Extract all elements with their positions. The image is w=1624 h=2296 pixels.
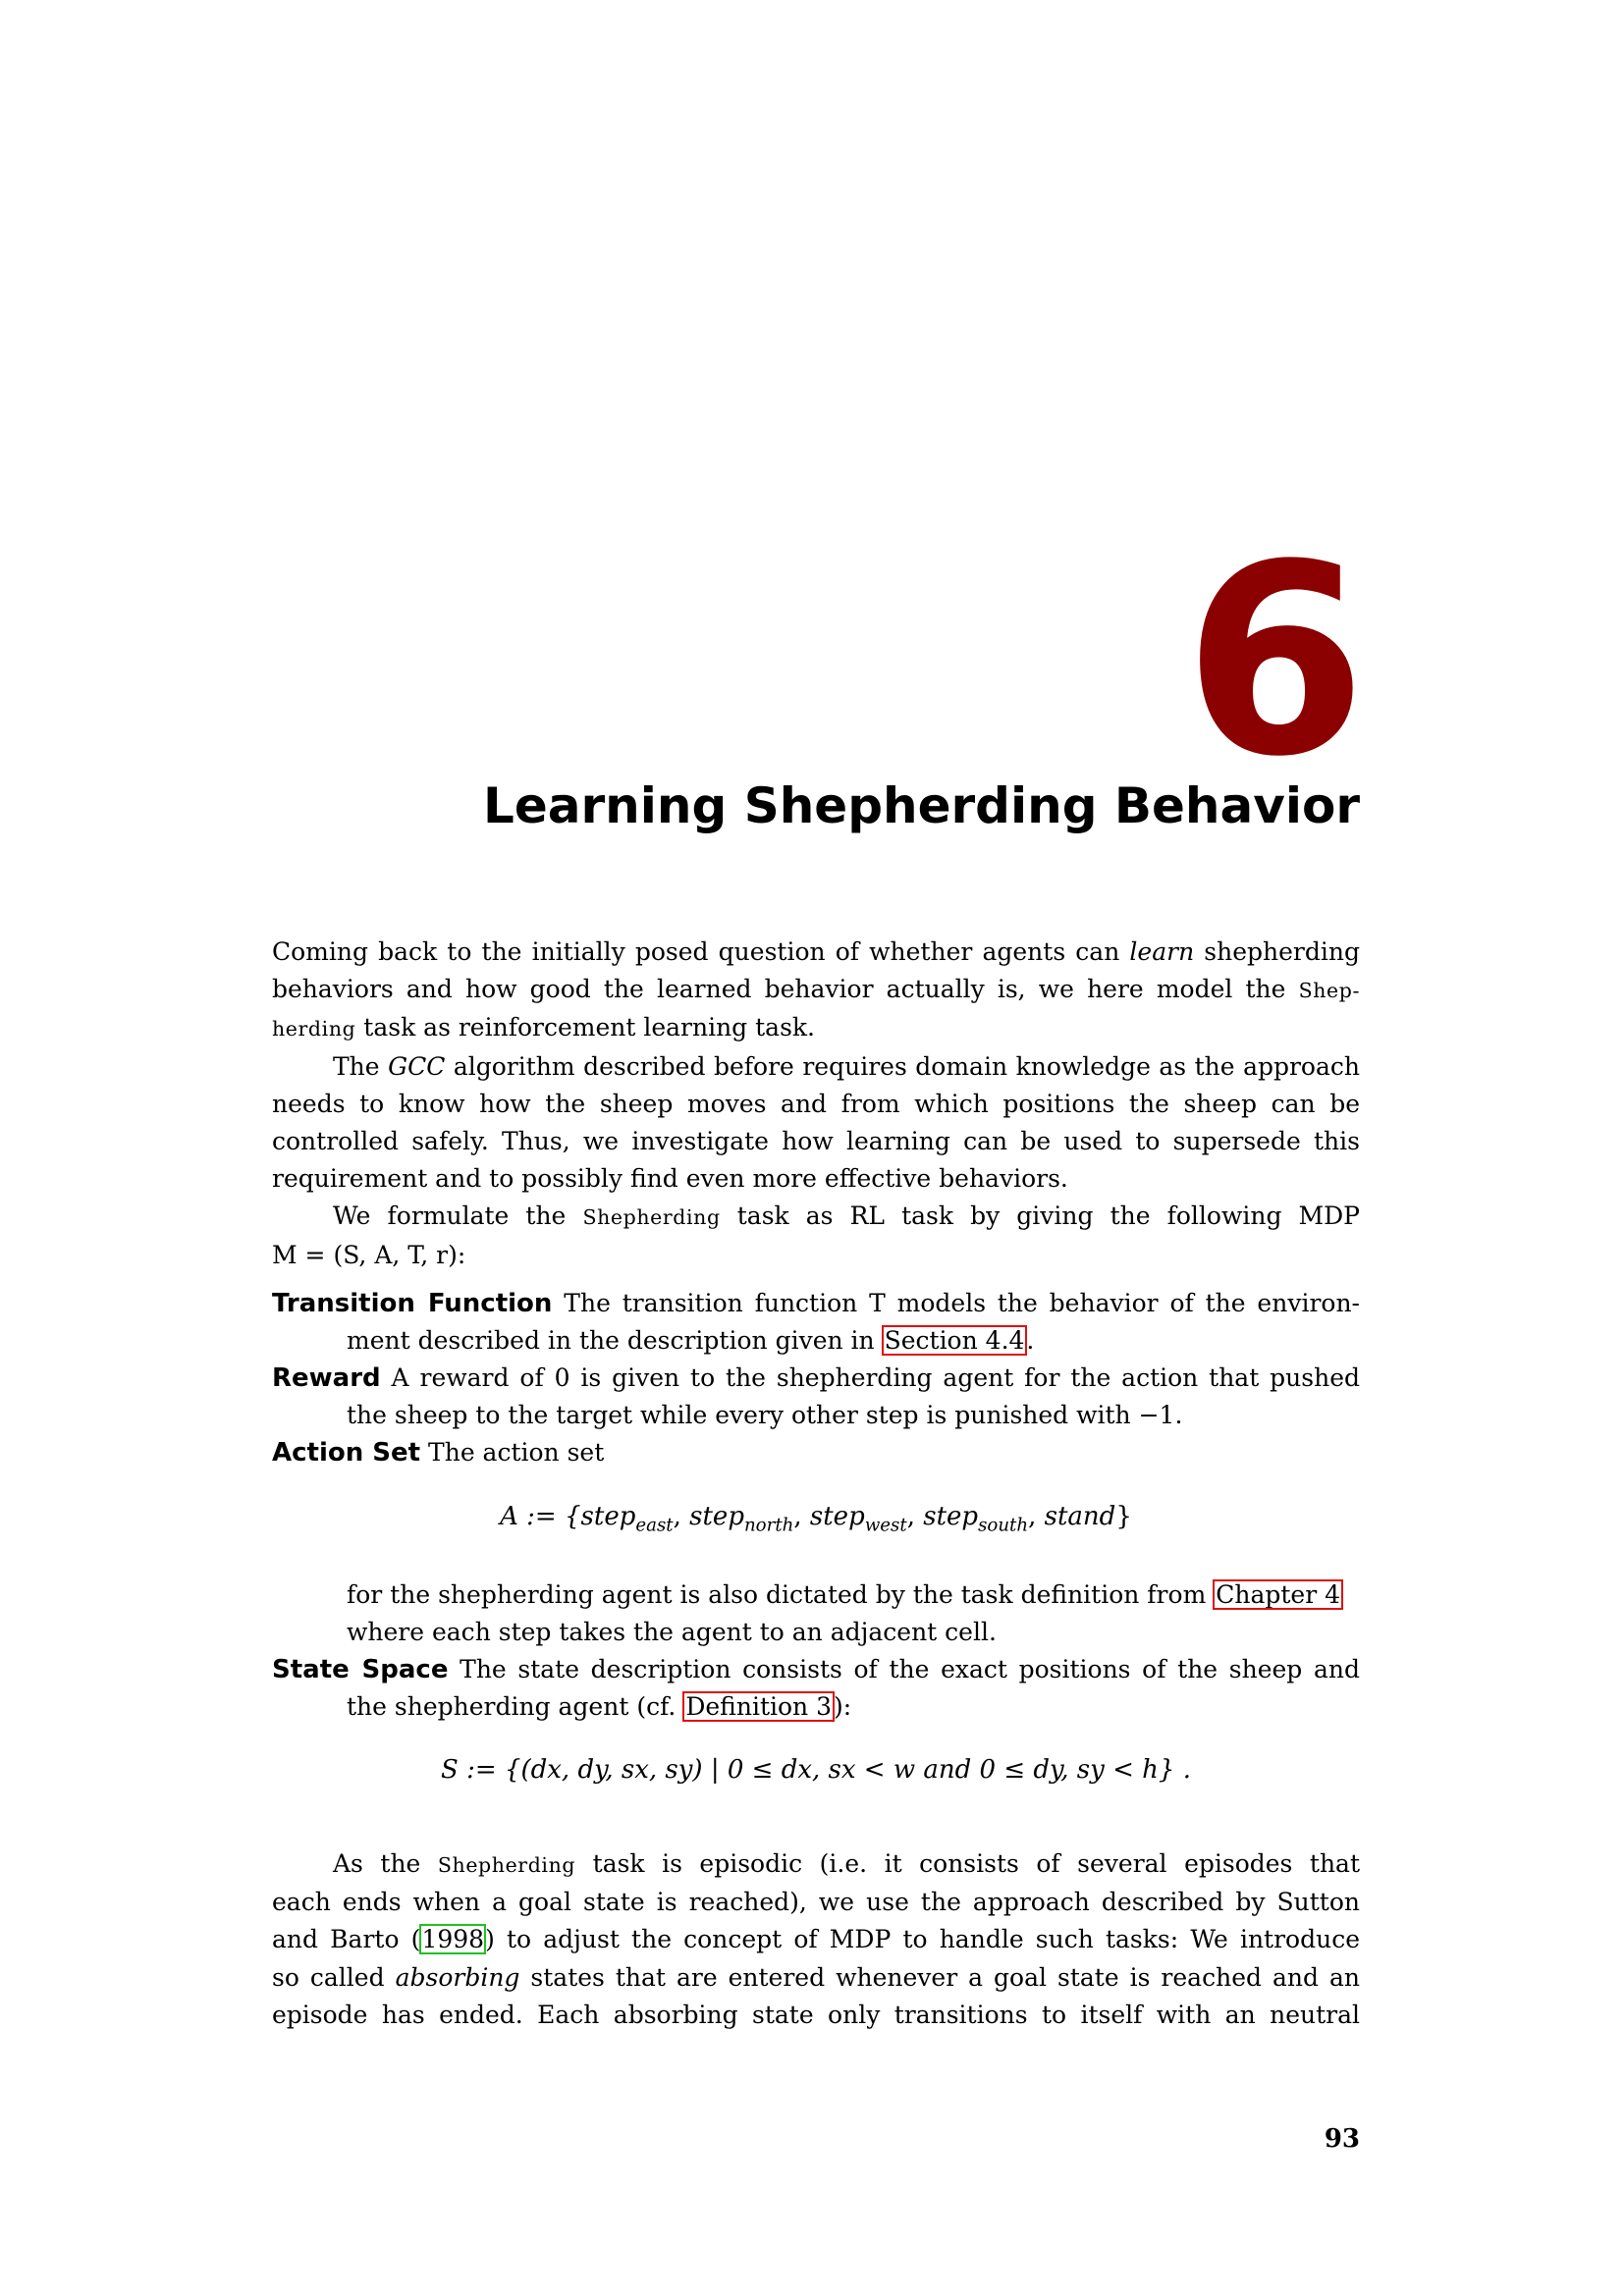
emphasis-absorbing: absorbing: [395, 1962, 520, 1992]
text-line: controlled safely. Thus, we investigate how learning can be used to supersede this: [272, 1127, 1360, 1156]
smallcaps-shepherding: Shep-: [1298, 979, 1360, 1003]
text-line: so called absorbing states that are entered whenever a goal state is reached and an: [272, 1962, 1360, 1992]
text-line: We formulate the Shepherding task as RL task by giving the following MDP: [333, 1201, 1360, 1231]
closing-paragraph: [272, 1845, 1360, 2034]
link-chapter-4[interactable]: Chapter 4: [1216, 1580, 1341, 1609]
text-line: episode has ended. Each absorbing state only transitions to itself with an neutral: [272, 2000, 1360, 2029]
action-set-formula: A := {step$_{east}$, step$_{north}$, step$_{west}$, step$_{south}$, stand}: [500, 1502, 1132, 1536]
text-line: behaviors and how good the learned behavior actually is, we here model the Shep-: [272, 975, 1360, 1004]
text-line: As the Shepherding task is episodic (i.e. it consists of several episodes that: [333, 1849, 1360, 1878]
definition-transition: Transition Function The transition function T models the behavior of the environ- ment described in the description given in Section 4.4.: [272, 1289, 1360, 1356]
smallcaps-shepherding: Shepherding: [582, 1205, 721, 1230]
definition-reward: Reward A reward of 0 is given to the shepherding agent for the action that pushed the sheep to the target while every other step is punished with −1.: [272, 1363, 1360, 1430]
page-number: 93: [1324, 2124, 1360, 2154]
text-line: needs to know how the sheep moves and from which positions the sheep can be: [272, 1089, 1360, 1118]
link-section-4-4[interactable]: Section 4.4: [884, 1326, 1025, 1356]
definition-action-set: Action Set The action set: [272, 1438, 605, 1468]
emphasis-learn: learn: [1129, 937, 1195, 966]
link-definition-3[interactable]: Definition 3: [685, 1692, 832, 1722]
text-line: M = (S, A, T, r):: [272, 1240, 466, 1269]
text-line: Coming back to the initially posed question of whether agents can learn shepherding: [272, 937, 1360, 966]
text-line: requirement and to possibly find even more effective behaviors.: [272, 1164, 1068, 1194]
citation-link-1998[interactable]: 1998: [421, 1925, 485, 1954]
term-transition-function: Transition Function: [272, 1289, 553, 1318]
term-action-set: Action Set: [272, 1438, 421, 1468]
smallcaps-shepherding: Shepherding: [437, 1853, 576, 1877]
chapter-number: 6: [1183, 508, 1363, 815]
state-space-formula: S := {(dx, dy, sx, sy) | 0 ≤ dx, sx < w and 0 ≤ dy, sy < h} .: [441, 1755, 1191, 1785]
term-state-space: State Space: [272, 1655, 449, 1684]
term-reward: Reward: [272, 1363, 381, 1393]
action-set-continued: for the shepherding agent is also dictated by the task definition from Chapter 4 where each step takes the agent to an adjacent cell.: [347, 1580, 1341, 1647]
emphasis-gcc: GCC: [388, 1051, 446, 1081]
text-line: herding task as reinforcement learning task.: [272, 1013, 816, 1042]
definition-state-space: State Space The state description consists of the exact positions of the sheep and the shepherding agent (cf. Definition 3):: [272, 1655, 1360, 1722]
text-line: and Barto (1998) to adjust the concept of MDP to handle such tasks: We introduce: [272, 1925, 1360, 1954]
text-line: each ends when a goal state is reached), we use the approach described by Sutton: [272, 1888, 1360, 1917]
chapter-title: Learning Shepherding Behavior: [483, 777, 1360, 834]
intro-text: [272, 934, 1360, 1274]
text-line: The GCC algorithm described before requires domain knowledge as the approach: [333, 1051, 1360, 1081]
